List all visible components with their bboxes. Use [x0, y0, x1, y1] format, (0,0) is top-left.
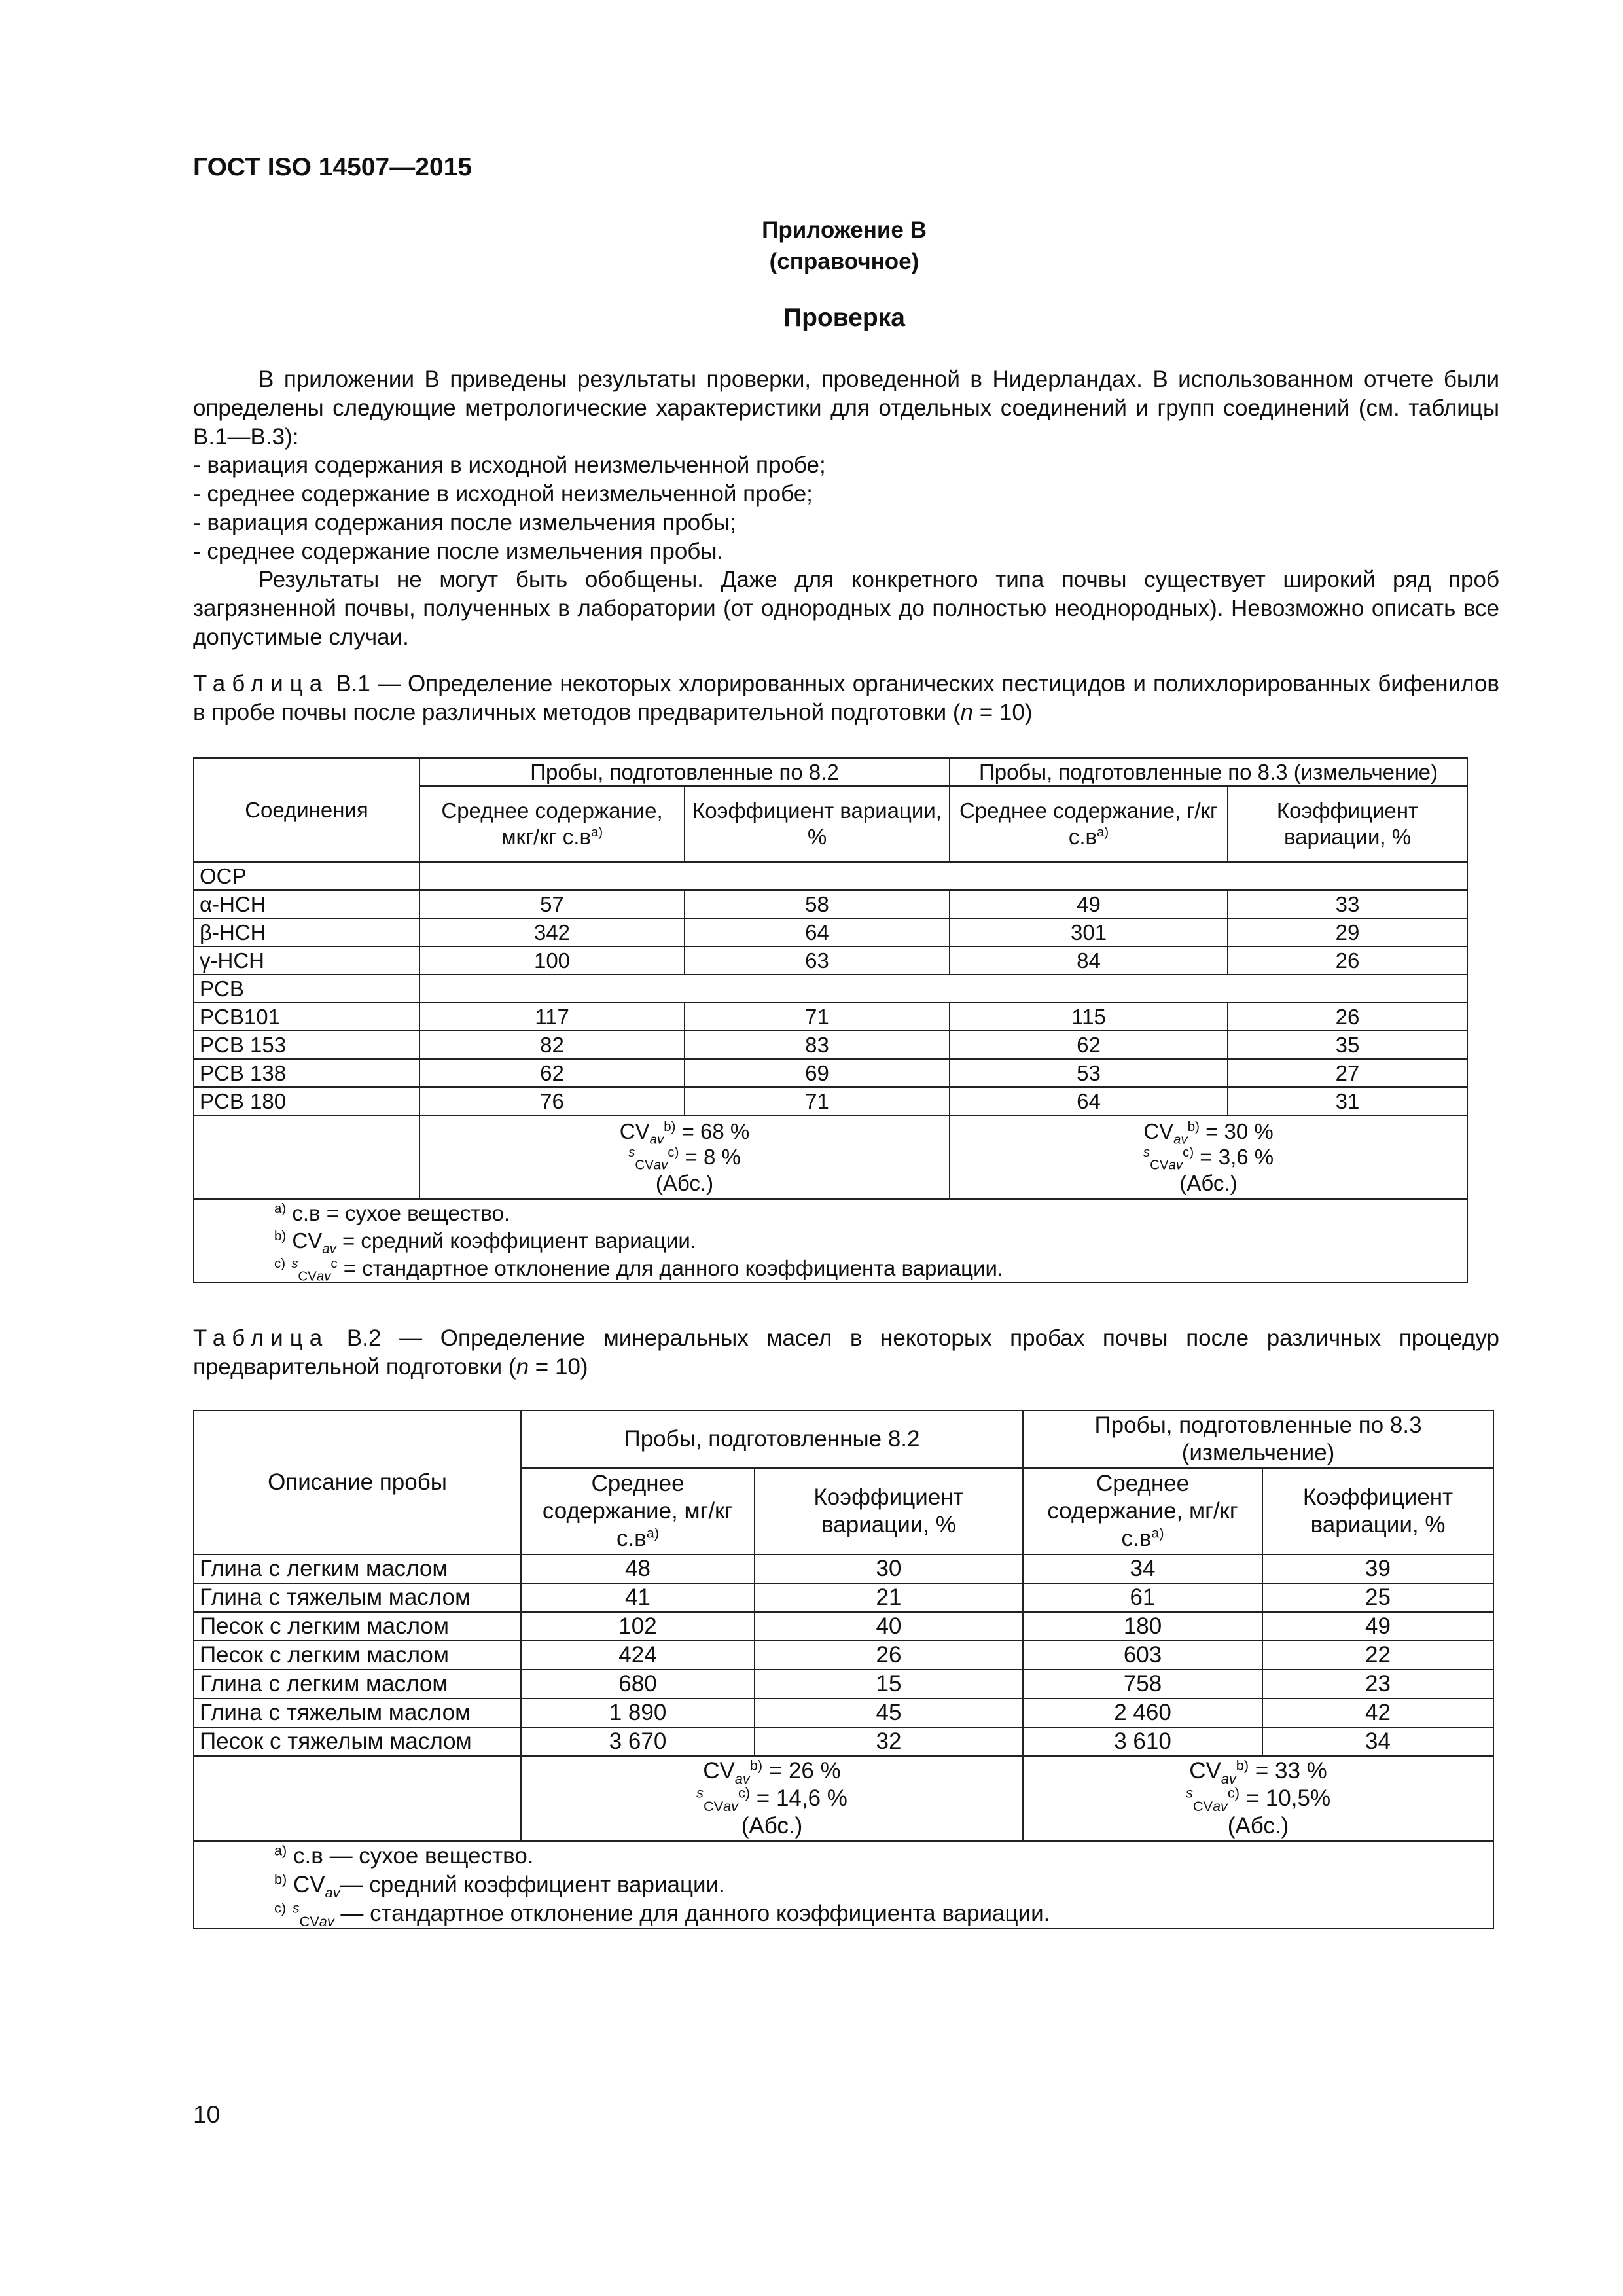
table1-cell: 53 — [950, 1059, 1228, 1087]
table-row — [194, 975, 1467, 1003]
table1-header-mean2: Среднее содержание, г/кг $с.в^{a)}$ — [950, 786, 1228, 862]
table2-cell: 45 — [755, 1698, 1023, 1727]
table2-cell: 48 — [521, 1554, 755, 1583]
annex-heading — [0, 215, 1623, 278]
table1-compound: PCB101 — [194, 1003, 419, 1031]
table2-note-b: $^{b)}$ $CV_{av}—$ средний коэффициент вариации. — [274, 1871, 725, 1901]
table2-cell: 680 — [521, 1670, 755, 1698]
table1-header-cv2: Коэффициент вариации, % — [1228, 786, 1467, 862]
table1-notes-row — [194, 1199, 1467, 1283]
table-row — [194, 918, 1467, 946]
table2-cell: 42 — [1262, 1698, 1493, 1727]
table1-compound: PCB 138 — [194, 1059, 419, 1087]
table1-summary-group1: $CV_{av}^{b)} = 68$ % $^s_{CVav}^{c)}$ = 8 % (Абс.) — [419, 1115, 950, 1199]
table2-note-c: $^{c)}$ $^s_{CVav}$ — стандартное отклонение для данного коэффициента вариации. — [274, 1899, 1050, 1929]
table1-cell: 100 — [419, 946, 685, 975]
table2-cell: 26 — [755, 1641, 1023, 1670]
table1-note-b: $^{b)}$ $CV_{av}$ = средний коэффициент вариации. — [274, 1229, 696, 1257]
table1-compound: PCB — [194, 975, 419, 1003]
table2-notes — [194, 1841, 1493, 1929]
table2-cell: 2 460 — [1023, 1698, 1262, 1727]
table2-summary-group1: $CV_{av}^{b)} = 26$ % $^s_{CVav}^{c)}$ = 14,6 % (Абс.) — [521, 1756, 1023, 1841]
table2-header-cv2: Коэффициент вариации, % — [1262, 1468, 1493, 1554]
table-row — [194, 1031, 1467, 1059]
table-row — [194, 1698, 1493, 1727]
table2-notes-row — [194, 1841, 1493, 1929]
table2-summary-group2: $CV_{av}^{b)} = 33$ % $^s_{CVav}^{c)}$ = 10,5% (Абс.) — [1023, 1756, 1493, 1841]
table1-caption: Таблица В.1 — Определение некоторых хлорированных органических пестицидов и полихлорированных бифенилов в пробе почвы после различных методов предварительной подготовки (n = 10) — [193, 671, 1499, 725]
table2-cell: 22 — [1262, 1641, 1493, 1670]
table1-compound: β-HCH — [194, 918, 419, 946]
table1-cell: 29 — [1228, 918, 1467, 946]
table1-cell: 76 — [419, 1087, 685, 1115]
table1-note-c: $^{c)}$ $^s_{CVav}^c$ = стандартное отклонение для данного коэффициента вариации. — [274, 1256, 1004, 1284]
table1-cell: 62 — [950, 1031, 1228, 1059]
table1-cell: 69 — [685, 1059, 950, 1087]
table1-cell: 115 — [950, 1003, 1228, 1031]
annex-status: (справочное) — [769, 249, 919, 274]
table1-cell: 49 — [950, 890, 1228, 918]
table2-cell: 758 — [1023, 1670, 1262, 1698]
table1-compound: PCB 153 — [194, 1031, 419, 1059]
table1-cell: 57 — [419, 890, 685, 918]
table2-cell: 40 — [755, 1612, 1023, 1641]
table-row — [194, 1554, 1493, 1583]
table1-summary-row — [194, 1115, 1467, 1199]
table1-cell: 64 — [950, 1087, 1228, 1115]
table-row — [194, 1727, 1493, 1756]
table1-cell: 33 — [1228, 890, 1467, 918]
table1-summary-blank — [194, 1115, 419, 1199]
table-row — [194, 946, 1467, 975]
table2-header-mean1: Среднее содержание, мг/кг $с.в^{a)}$ — [521, 1468, 755, 1554]
intro-bullet-1: - вариация содержания в исходной неизмельченной пробе; — [193, 452, 826, 478]
intro-bullet-4: - среднее содержание после измельчения пробы. — [193, 538, 724, 564]
table2-cell: 39 — [1262, 1554, 1493, 1583]
table2-cell: 61 — [1023, 1583, 1262, 1612]
table1-cell: 71 — [685, 1087, 950, 1115]
table2-note-a: $^{a)}$ с.в — сухое вещество. — [274, 1842, 534, 1869]
table2-sample: Песок с тяжелым маслом — [194, 1727, 521, 1756]
table1-cell: 84 — [950, 946, 1228, 975]
table2-cell: 424 — [521, 1641, 755, 1670]
table1-header-compounds: Соединения — [194, 758, 419, 862]
table2-caption: Таблица В.2 — Определение минеральных масел в некоторых пробах почвы после различных процедур предварительной подготовки (n = 10) — [193, 1325, 1499, 1380]
table1-cell: 35 — [1228, 1031, 1467, 1059]
intro-paragraph-1: В приложении В приведены результаты проверки, проведенной в Нидерландах. В использованном отчете были определены следующие метрологические характеристики для отдельных соединений и групп соединений (см. таблицы В.1—В.3): — [193, 367, 1499, 450]
table-row — [194, 1003, 1467, 1031]
table1-cell: 82 — [419, 1031, 685, 1059]
table2-header-description: Описание пробы — [194, 1410, 521, 1554]
table1-cell: 26 — [1228, 1003, 1467, 1031]
table1 — [193, 757, 1468, 1283]
intro-bullet-3: - вариация содержания после измельчения пробы; — [193, 509, 737, 535]
table2-summary-blank — [194, 1756, 521, 1841]
table1-compound: γ-HCH — [194, 946, 419, 975]
table1-compound: PCB 180 — [194, 1087, 419, 1115]
table1-notes — [194, 1199, 1467, 1283]
table1-group-blank — [419, 862, 1467, 890]
table2-sample: Песок с легким маслом — [194, 1612, 521, 1641]
table1-cell: 64 — [685, 918, 950, 946]
table2-cell: 1 890 — [521, 1698, 755, 1727]
intro-paragraph-2: Результаты не могут быть обобщены. Даже для конкретного типа почвы существует широкий ряд проб загрязненной почвы, полученных в лаборатории (от однородных до полностью неоднородных). Невозможно описать все допустимые случаи. — [193, 567, 1499, 650]
table-row — [194, 1583, 1493, 1612]
table1-cell: 83 — [685, 1031, 950, 1059]
table2-sample: Глина с легким маслом — [194, 1670, 521, 1698]
table2-cell: 34 — [1023, 1554, 1262, 1583]
table1-cell: 27 — [1228, 1059, 1467, 1087]
table1-header-group1: Пробы, подготовленные по 8.2 — [419, 758, 950, 786]
table2-cell: 15 — [755, 1670, 1023, 1698]
table2-cell: 180 — [1023, 1612, 1262, 1641]
table2-sample: Глина с тяжелым маслом — [194, 1583, 521, 1612]
table-row — [194, 862, 1467, 890]
table-row — [194, 1059, 1467, 1087]
table1-header-group2: Пробы, подготовленные по 8.3 (измельчение) — [950, 758, 1467, 786]
table1-group-blank — [419, 975, 1467, 1003]
table1-cell: 31 — [1228, 1087, 1467, 1115]
table1-compound: OCP — [194, 862, 419, 890]
table1-note-a: $^{a)}$ с.в = сухое вещество. — [274, 1201, 510, 1225]
table2-cell: 102 — [521, 1612, 755, 1641]
table2-header-group2: Пробы, подготовленные по 8.3 (измельчение) — [1023, 1410, 1493, 1468]
page-number: 10 — [193, 2101, 221, 2128]
table1-header-mean1: Среднее содержание, мкг/кг $с.в^{a)}$ — [419, 786, 685, 862]
table1-summary-group2: $CV_{av}^{b)} = 30$ % $^s_{CVav}^{c)}$ = 3,6 % (Абс.) — [950, 1115, 1467, 1199]
table1-cell: 342 — [419, 918, 685, 946]
standard-code: ГОСТ ISO 14507—2015 — [193, 153, 473, 181]
intro-bullet-2: - среднее содержание в исходной неизмельченной пробе; — [193, 481, 813, 507]
table2-sample: Глина с тяжелым маслом — [194, 1698, 521, 1727]
table2-cell: 3 670 — [521, 1727, 755, 1756]
table-row — [194, 1612, 1493, 1641]
table2-cell: 34 — [1262, 1727, 1493, 1756]
table2-sample: Песок с легким маслом — [194, 1641, 521, 1670]
table-row — [194, 890, 1467, 918]
table2-cell: 41 — [521, 1583, 755, 1612]
table2-summary-row — [194, 1756, 1493, 1841]
table2-cell: 603 — [1023, 1641, 1262, 1670]
table1-cell: 58 — [685, 890, 950, 918]
table1-cell: 26 — [1228, 946, 1467, 975]
table-row — [194, 1670, 1493, 1698]
table2-cell: 30 — [755, 1554, 1023, 1583]
table2-sample: Глина с легким маслом — [194, 1554, 521, 1583]
table2 — [193, 1410, 1494, 1929]
table1-cell: 62 — [419, 1059, 685, 1087]
table1-cell: 301 — [950, 918, 1228, 946]
table1-cell: 71 — [685, 1003, 950, 1031]
table2-cell: 3 610 — [1023, 1727, 1262, 1756]
table-row — [194, 1641, 1493, 1670]
table2-cell: 23 — [1262, 1670, 1493, 1698]
intro-text — [193, 365, 1499, 652]
table1-header-cv1: Коэффициент вариации, % — [685, 786, 950, 862]
table1-compound: α-HCH — [194, 890, 419, 918]
table2-header-mean2: Среднее содержание, мг/кг $с.в^{a)}$ — [1023, 1468, 1262, 1554]
table2-cell: 49 — [1262, 1612, 1493, 1641]
table2-cell: 32 — [755, 1727, 1023, 1756]
table1-cell: 117 — [419, 1003, 685, 1031]
table1-cell: 63 — [685, 946, 950, 975]
table2-header-cv1: Коэффициент вариации, % — [755, 1468, 1023, 1554]
table2-cell: 25 — [1262, 1583, 1493, 1612]
annex-title: Проверка — [783, 304, 905, 332]
table2-cell: 21 — [755, 1583, 1023, 1612]
table-row — [194, 1087, 1467, 1115]
annex-label: Приложение В — [762, 217, 927, 243]
table2-header-group1: Пробы, подготовленные 8.2 — [521, 1410, 1023, 1468]
